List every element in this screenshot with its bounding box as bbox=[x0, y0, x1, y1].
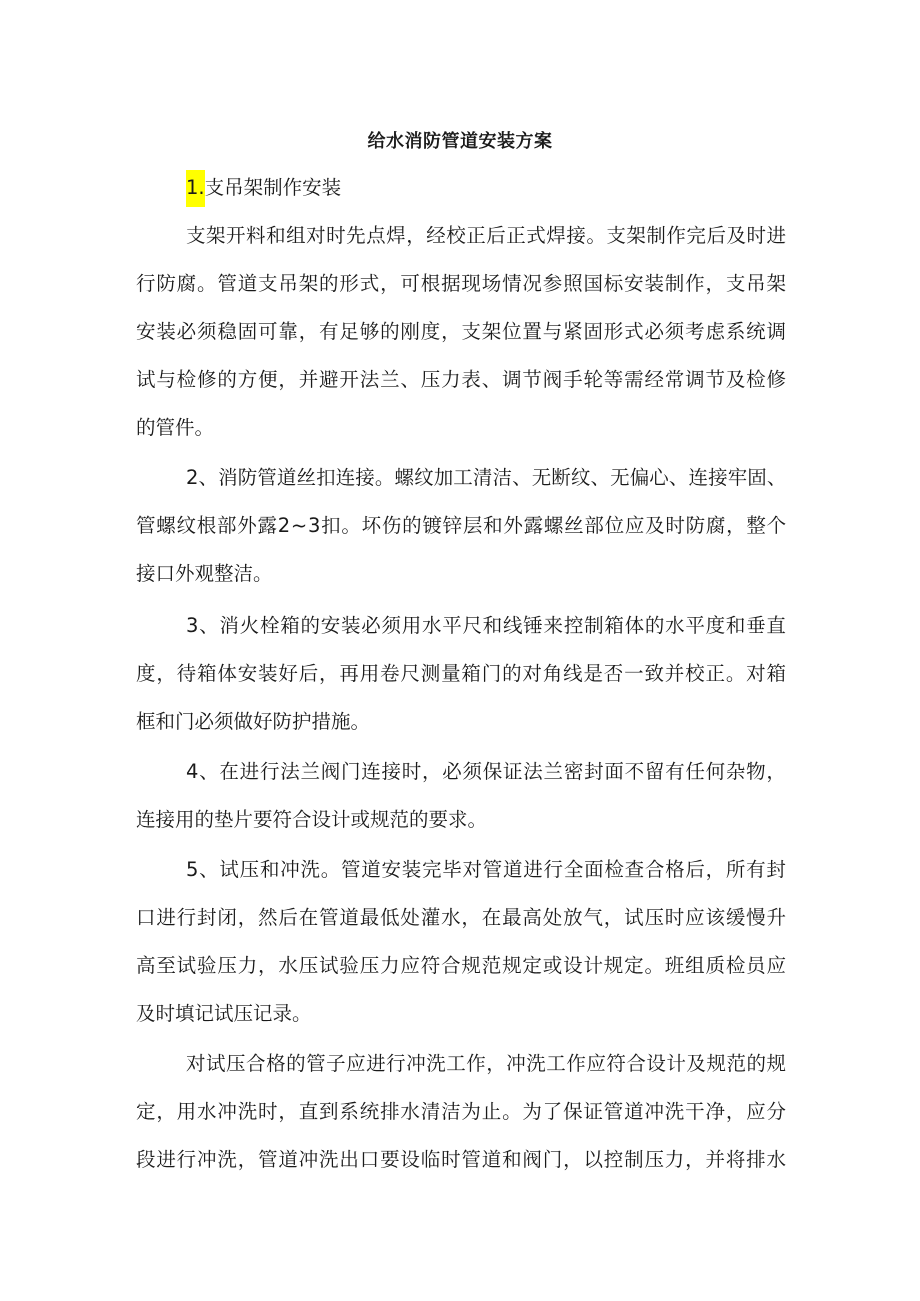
paragraph-2-line-2: 管螺纹根部外露2~3扣。坏伤的镀锌层和外露螺丝部位应及时防腐，整个 bbox=[136, 514, 787, 537]
paragraph-4-line-1: 4、在进行法兰阀门连接时，必须保证法兰密封面不留有任何杂物， bbox=[186, 760, 787, 783]
document-title: 给水消防管道安装方案 bbox=[367, 131, 553, 152]
paragraph-5-line-3: 高至试验压力，水压试验压力应符合规范规定或设计规定。班组质检员应 bbox=[136, 954, 787, 977]
paragraph-2-line-1: 2、消防管道丝扣连接。螺纹加工清洁、无断纹、无偏心、连接牢固、 bbox=[186, 466, 787, 489]
paragraph-5-line-4: 及时填记试压记录。 bbox=[136, 1002, 312, 1025]
paragraph-3-line-1: 3、消火栓箱的安装必须用水平尺和线锤来控制箱体的水平度和垂直 bbox=[186, 614, 787, 637]
paragraph-1-line-5: 的管件。 bbox=[136, 416, 215, 439]
paragraph-4-line-2: 连接用的垫片要符合设计或规范的要求。 bbox=[136, 808, 488, 831]
paragraph-5-line-1: 5、试压和冲洗。管道安装完毕对管道进行全面检查合格后，所有封 bbox=[186, 858, 787, 881]
paragraph-3-line-3: 框和门必须做好防护措施。 bbox=[136, 710, 371, 733]
paragraph-6-line-1: 对试压合格的管子应进行冲洗工作，冲洗工作应符合设计及规范的规 bbox=[186, 1052, 787, 1075]
paragraph-1-line-2: 行防腐。管道支吊架的形式，可根据现场情况参照国标安装制作，支吊架 bbox=[136, 272, 787, 295]
paragraph-1-line-3: 安装必须稳固可靠，有足够的刚度，支架位置与紧固形式必须考虑系统调 bbox=[136, 320, 787, 343]
paragraph-6-line-3: 段进行冲洗，管道冲洗出口要设临时管道和阀门，以控制压力，并将排水 bbox=[136, 1148, 787, 1171]
paragraph-1-line-1: 支架开料和组对时先点焊，经校正后正式焊接。支架制作完后及时进 bbox=[186, 224, 787, 247]
paragraph-2-line-3: 接口外观整洁。 bbox=[136, 562, 273, 585]
section-heading bbox=[186, 174, 341, 202]
paragraph-5-line-2: 口进行封闭，然后在管道最低处灌水，在最高处放气，试压时应该缓慢升 bbox=[136, 906, 787, 929]
heading-text: 支吊架制作安装 bbox=[204, 176, 342, 199]
paragraph-1-line-4: 试与检修的方便，并避开法兰、压力表、调节阀手轮等需经常调节及检修 bbox=[136, 368, 787, 391]
paragraph-6-line-2: 定，用水冲洗时，直到系统排水清洁为止。为了保证管道冲洗干净，应分 bbox=[136, 1100, 787, 1123]
heading-number-highlight: 1. bbox=[186, 170, 205, 207]
paragraph-3-line-2: 度，待箱体安装好后，再用卷尺测量箱门的对角线是否一致并校正。对箱 bbox=[136, 662, 787, 685]
